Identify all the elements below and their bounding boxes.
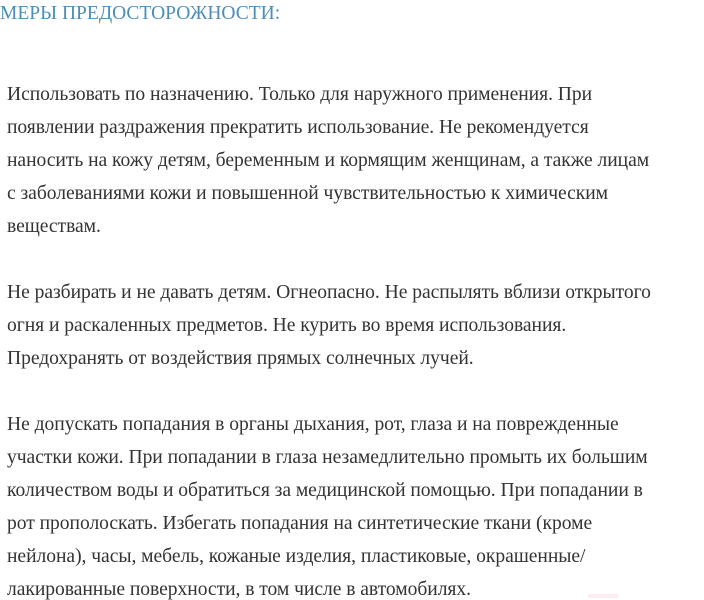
paragraph-contact-warnings bbox=[7, 408, 699, 600]
text-line: появлении раздражения прекратить использование. Не рекомендуется bbox=[7, 117, 589, 138]
text-line: рот прополоскать. Избегать попадания на синтетические ткани (кроме bbox=[7, 513, 593, 534]
text-line: лакированные поверхности, в том числе в автомобилях. bbox=[7, 579, 471, 600]
text-line: наносить на кожу детям, беременным и кормящим женщинам, а также лицам bbox=[7, 150, 650, 171]
paragraph-usage bbox=[7, 78, 699, 243]
text-line: веществам. bbox=[7, 216, 101, 237]
text-line: Использовать по назначению. Только для наружного применения. При bbox=[7, 84, 593, 105]
text-line: количеством воды и обратиться за медицинской помощью. При попадании в bbox=[7, 480, 643, 501]
decorative-mark bbox=[588, 594, 618, 598]
text-line: с заболеваниями кожи и повышенной чувствительностью к химическим bbox=[7, 183, 609, 204]
text-line: огня и раскаленных предметов. Не курить во время использования. bbox=[7, 315, 567, 336]
section-heading: МЕРЫ ПРЕДОСТОРОЖНОСТИ: bbox=[0, 3, 281, 24]
text-line: Не разбирать и не давать детям. Огнеопасно. Не распылять вблизи открытого bbox=[7, 282, 651, 303]
paragraph-fire-safety bbox=[7, 276, 699, 375]
text-line: участки кожи. При попадании в глаза незамедлительно промыть их большим bbox=[7, 447, 648, 468]
text-line: Предохранять от воздействия прямых солнечных лучей. bbox=[7, 348, 474, 369]
text-line: нейлона), часы, мебель, кожаные изделия, пластиковые, окрашенные/ bbox=[7, 546, 586, 567]
text-line: Не допускать попадания в органы дыхания, рот, глаза и на поврежденные bbox=[7, 414, 619, 435]
